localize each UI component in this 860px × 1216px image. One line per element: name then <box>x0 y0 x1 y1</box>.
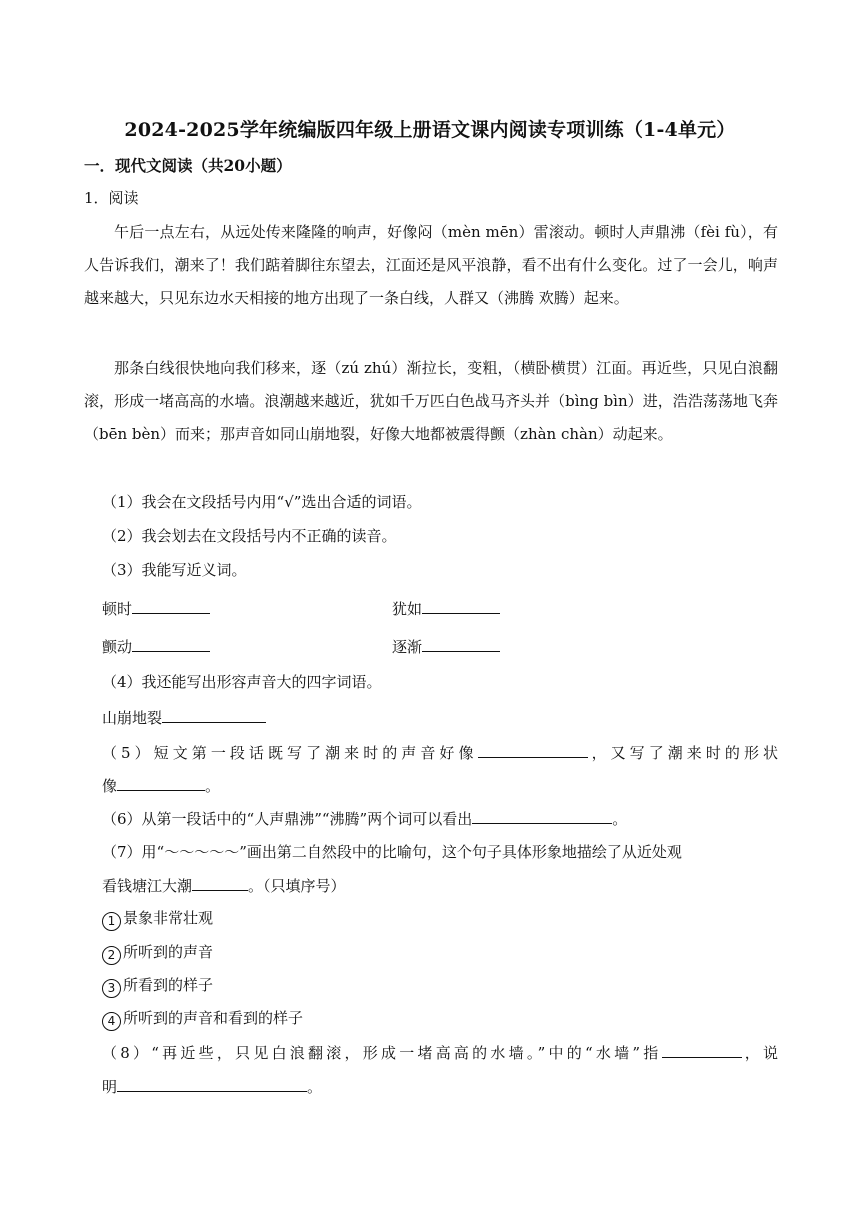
question-5 <box>102 740 778 765</box>
question-7-text: 看钱塘江大潮 <box>102 877 193 895</box>
option-1 <box>102 906 213 931</box>
punctuation: 。 <box>612 810 628 828</box>
document-title: 2024-2025学年统编版四年级上册语文课内阅读专项训练（1-4单元） <box>124 119 736 141</box>
question-3: （3）我能写近义词。 <box>102 561 247 579</box>
answer-blank[interactable] <box>117 1074 307 1092</box>
question-5-text: （5）短文第一段话既写了潮来时的声音好像 <box>102 744 478 762</box>
answer-blank[interactable] <box>472 806 612 824</box>
question-7-hint: 。（只填序号） <box>248 877 346 895</box>
question-5-continued <box>102 773 220 798</box>
synonym-item <box>392 634 500 659</box>
circled-number-icon: 4 <box>102 1012 121 1031</box>
option-text: 景象非常壮观 <box>123 909 214 927</box>
circled-number-icon: 2 <box>102 946 121 965</box>
answer-blank[interactable] <box>117 773 205 791</box>
synonym-item <box>102 634 210 659</box>
answer-blank[interactable] <box>132 634 210 652</box>
circled-number-icon: 1 <box>102 912 121 931</box>
question-8-text-3: 明 <box>102 1078 118 1096</box>
synonym-item <box>102 596 210 621</box>
question-6-text: （6）从第一段话中的“人声鼎沸”“沸腾”两个词可以看出 <box>102 810 473 828</box>
option-text: 所看到的样子 <box>123 976 214 994</box>
synonym-item <box>392 596 500 621</box>
question-8-text-2: ，说 <box>741 1044 778 1062</box>
question-2: （2）我会划去在文段括号内不正确的读音。 <box>102 527 397 545</box>
question-8-text: （8）“再近些，只见白浪翻滚，形成一堵高高的水墙。”中的“水墙”指 <box>102 1044 662 1062</box>
question-5-text-2: ，又写了潮来时的形状 <box>587 744 778 762</box>
punctuation: 。 <box>307 1078 323 1096</box>
punctuation: 。 <box>205 777 221 795</box>
answer-blank[interactable] <box>662 1040 742 1058</box>
question-1: （1）我会在文段括号内用“√”选出合适的词语。 <box>102 493 422 511</box>
option-text: 所听到的声音 <box>123 943 214 961</box>
option-2 <box>102 940 213 965</box>
synonym-word: 颤动 <box>102 638 133 656</box>
circled-number-icon: 3 <box>102 979 121 998</box>
question-6 <box>102 806 627 831</box>
answer-blank[interactable] <box>422 596 500 614</box>
answer-blank[interactable] <box>132 596 210 614</box>
answer-blank[interactable] <box>422 634 500 652</box>
option-3 <box>102 973 213 998</box>
synonym-word: 逐渐 <box>392 638 423 656</box>
question-4: （4）我还能写出形容声音大的四字词语。 <box>102 673 382 691</box>
section-heading: 一．现代文阅读（共20小题） <box>84 156 292 175</box>
answer-blank[interactable] <box>478 740 588 758</box>
question-5-text-3: 像 <box>102 777 118 795</box>
passage-paragraph-2: 那条白线很快地向我们移来，逐（zú zhú）渐拉长，变粗，（横卧横贯）江面。再近些，只见白浪翻滚，形成一堵高高的水墙。浪潮越来越近，犹如千万匹白色战马齐头并（bìng bìn）进，浩浩荡荡地飞奔（bēn bèn）而来；那声音如同山崩地裂，好像大地都被震得颤（zhàn chàn）动起来。 <box>84 359 778 443</box>
passage-paragraph-1: 午后一点左右，从远处传来隆隆的响声，好像闷（mèn mēn）雷滚动。顿时人声鼎沸（fèi fù），有人告诉我们，潮来了！我们踮着脚往东望去，江面还是风平浪静，看不出有什么变化。过了一会儿，响声越来越大，只见东边水天相接的地方出现了一条白线，人群又（沸腾 欢腾）起来。 <box>84 223 778 307</box>
synonym-word: 犹如 <box>392 600 423 618</box>
question-7-continued <box>102 873 346 898</box>
question-7: （7）用“～～～～～”画出第二自然段中的比喻句，这个句子具体形象地描绘了从近处观 <box>102 843 682 861</box>
answer-blank[interactable] <box>192 873 248 891</box>
synonym-word: 顿时 <box>102 600 133 618</box>
option-text: 所听到的声音和看到的样子 <box>123 1009 304 1027</box>
question-number: 1．阅读 <box>84 189 139 207</box>
question-8 <box>102 1040 778 1065</box>
example-word: 山崩地裂 <box>102 709 163 727</box>
question-4-example <box>102 705 266 730</box>
question-8-continued <box>102 1074 322 1099</box>
option-4 <box>102 1006 303 1031</box>
answer-blank[interactable] <box>162 705 266 723</box>
